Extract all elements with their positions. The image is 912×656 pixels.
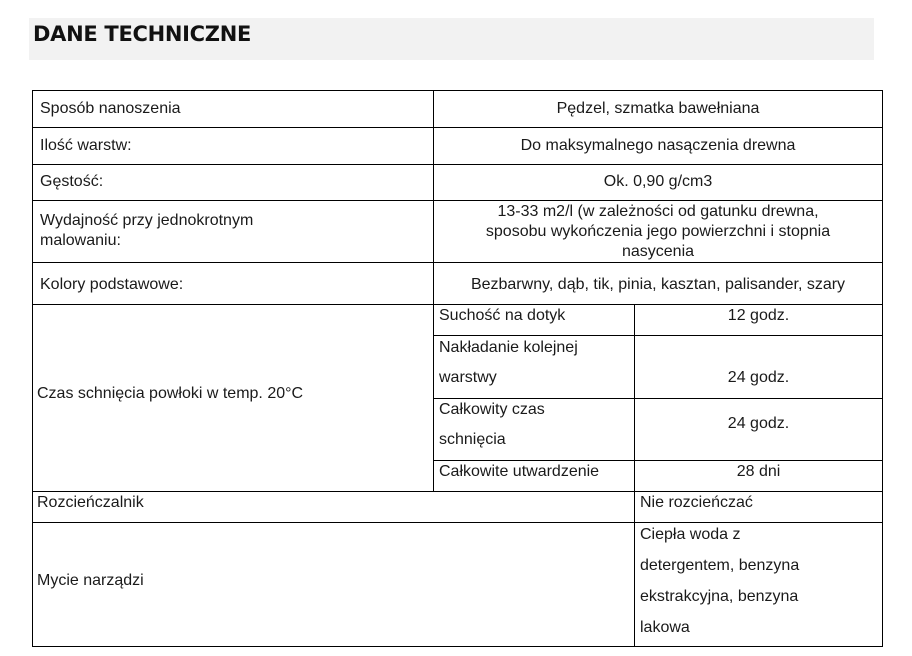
drying-item-label: Całkowite utwardzenie (439, 463, 600, 480)
row-divider (32, 491, 883, 492)
label-coverage-line-1: Wydajność przy jednokrotnym (40, 212, 254, 229)
table-border-left (32, 90, 33, 647)
label-application-method: Sposób nanoszenia (40, 100, 181, 117)
label-tool-cleaning: Mycie narządzi (37, 572, 144, 589)
label-density: Gęstość: (40, 173, 104, 190)
drying-item-value: 24 godz. (727, 369, 790, 386)
row-divider (433, 460, 883, 461)
label-coverage-line-2: malowaniu: (40, 232, 121, 249)
row-divider (32, 522, 883, 523)
drying-item-label: warstwy (439, 369, 497, 386)
value-base-colors: Bezbarwny, dąb, tik, pinia, kasztan, palisander, szary (470, 276, 846, 293)
value-tool-cleaning-line-1: Ciepła woda z (640, 526, 741, 543)
row-divider (32, 304, 883, 305)
drying-item-label: Suchość na dotyk (439, 307, 566, 324)
label-base-colors: Kolory podstawowe: (40, 276, 184, 293)
value-coverage-line-3: nasycenia (621, 243, 695, 260)
value-coverage-line-1: 13-33 m2/l (w zależności od gatunku drewna, (497, 203, 819, 220)
row-divider (32, 200, 883, 201)
label-thinner: Rozcieńczalnik (37, 494, 144, 511)
table-border-top (32, 90, 883, 91)
page-title: DANE TECHNICZNE (33, 22, 252, 46)
drying-item-value: 28 dni (736, 463, 781, 480)
label-layer-count: Ilość warstw: (40, 137, 132, 154)
label-drying-time: Czas schnięcia powłoki w temp. 20°C (37, 385, 304, 402)
value-density: Ok. 0,90 g/cm3 (603, 173, 713, 190)
drying-item-label: Nakładanie kolejnej (439, 339, 578, 356)
drying-item-label: schnięcia (439, 431, 506, 448)
value-thinner: Nie rozcieńczać (640, 494, 753, 511)
value-tool-cleaning-line-4: lakowa (640, 619, 690, 636)
drying-item-label: Całkowity czas (439, 401, 545, 418)
table-border-bottom (32, 646, 883, 647)
value-application-method: Pędzel, szmatka bawełniana (556, 100, 760, 117)
value-tool-cleaning-line-2: detergentem, benzyna (640, 557, 800, 574)
row-divider (32, 262, 883, 263)
value-coverage-line-2: sposobu wykończenia jego powierzchni i stopnia (485, 223, 831, 240)
row-divider (433, 335, 883, 336)
table-border-right (882, 90, 883, 647)
drying-item-value: 24 godz. (727, 415, 790, 432)
row-divider (433, 398, 883, 399)
row-divider (32, 164, 883, 165)
value-tool-cleaning-line-3: ekstrakcyjna, benzyna (640, 588, 799, 605)
row-divider (32, 127, 883, 128)
drying-item-value: 12 godz. (727, 307, 790, 324)
value-layer-count: Do maksymalnego nasączenia drewna (520, 137, 796, 154)
